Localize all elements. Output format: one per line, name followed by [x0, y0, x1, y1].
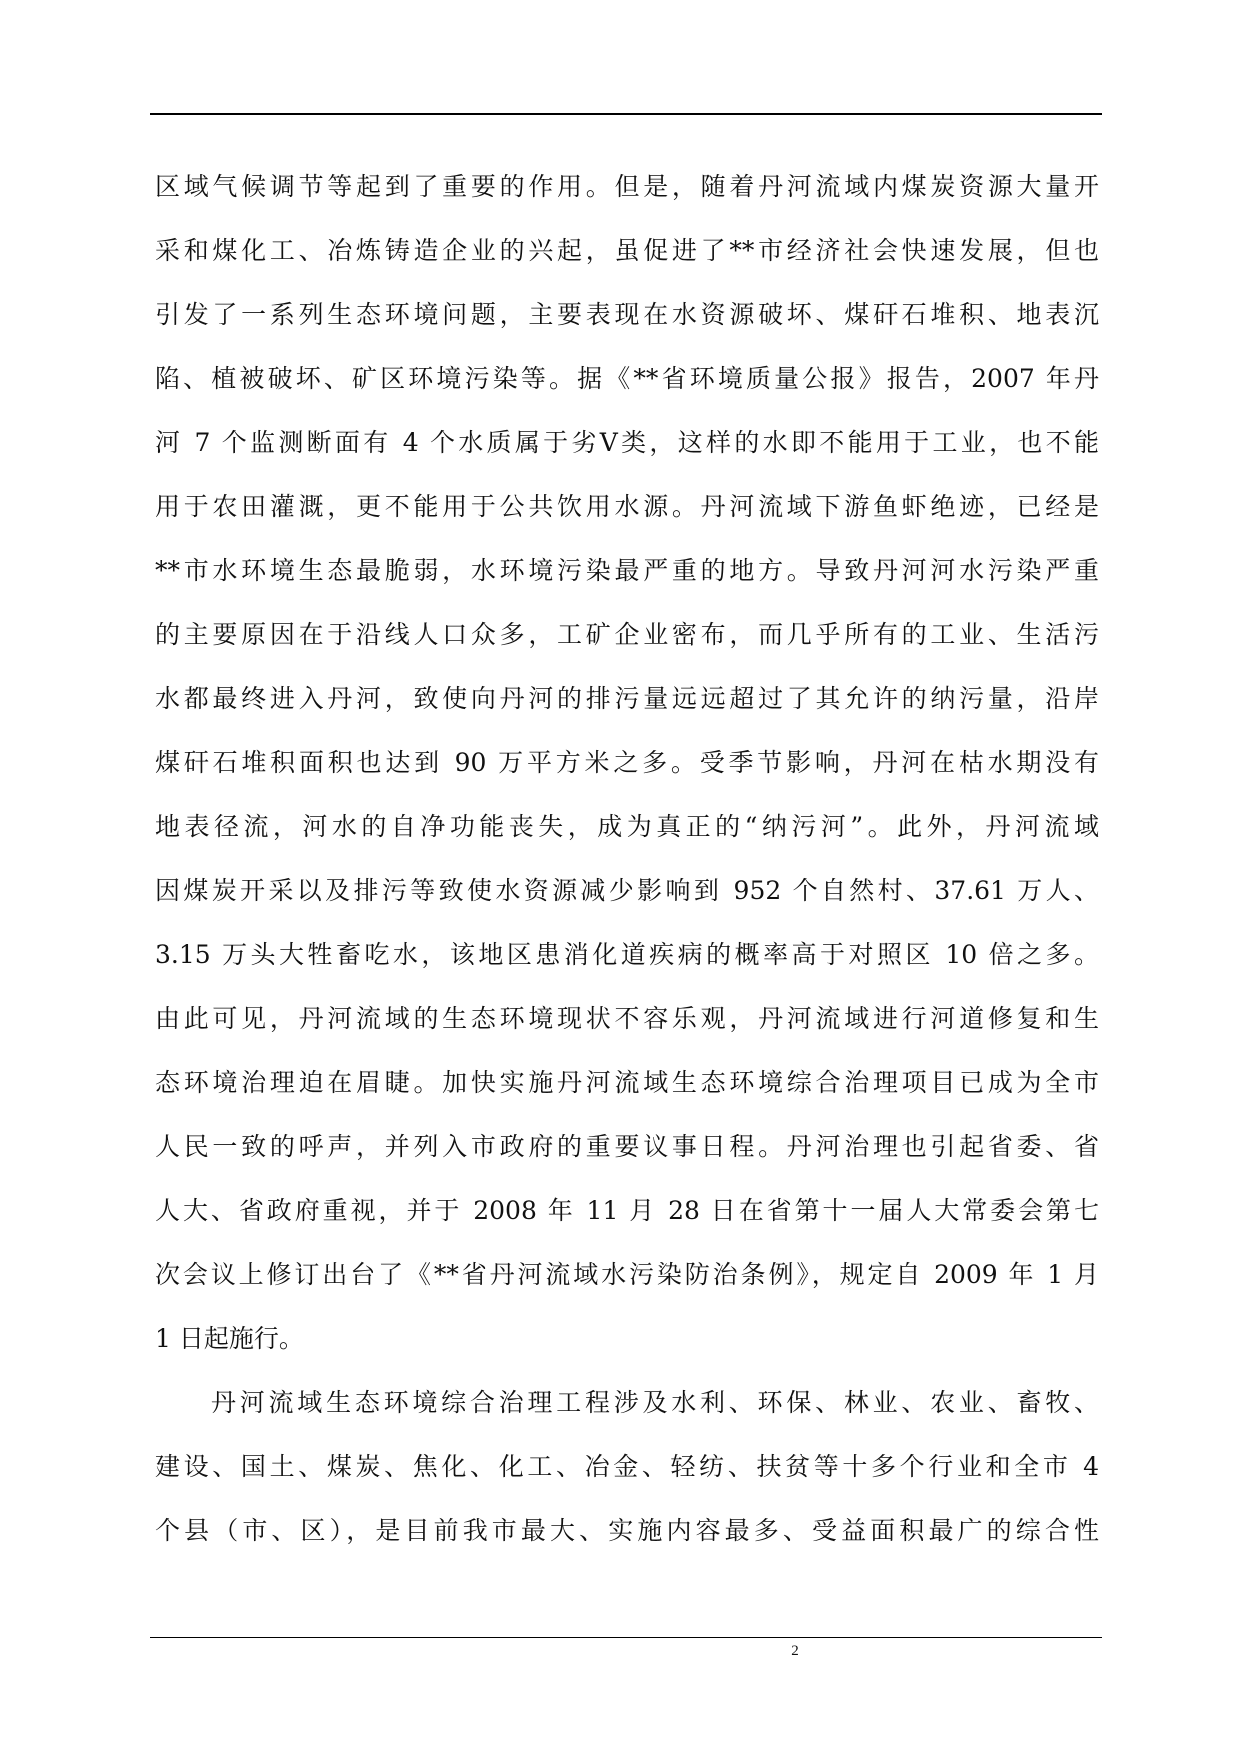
text-line: 人大、省政府重视，并于 2008 年 11 月 28 日在省第十一届人大常委会第七 [155, 1196, 1099, 1225]
text-line: 因煤炭开采以及排污等致使水资源减少影响到 952 个自然村、37.61 万人、 [155, 876, 1099, 905]
body-text [155, 164, 1099, 1572]
text-line: 人民一致的呼声，并列入市政府的重要议事日程。丹河治理也引起省委、省 [155, 1132, 1099, 1161]
text-line: 建设、国土、煤炭、焦化、化工、冶金、轻纺、扶贫等十多个行业和全市 4 [155, 1452, 1099, 1481]
text-line: 由此可见，丹河流域的生态环境现状不容乐观，丹河流域进行河道修复和生 [155, 1004, 1099, 1033]
text-line: 1 日起施行。 [155, 1324, 304, 1353]
text-line: 区域气候调节等起到了重要的作用。但是，随着丹河流域内煤炭资源大量开 [155, 172, 1099, 201]
header-rule [150, 113, 1102, 115]
text-line: 水都最终进入丹河，致使向丹河的排污量远远超过了其允许的纳污量，沿岸 [155, 684, 1099, 713]
text-line: 次会议上修订出台了《**省丹河流域水污染防治条例》，规定自 2009 年 1 月 [155, 1260, 1099, 1289]
text-line: 河 7 个监测断面有 4 个水质属于劣Ⅴ类，这样的水即不能用于工业，也不能 [155, 428, 1099, 457]
text-line: 3.15 万头大牲畜吃水，该地区患消化道疾病的概率高于对照区 10 倍之多。 [155, 940, 1099, 969]
text-line: 丹河流域生态环境综合治理工程涉及水利、环保、林业、农业、畜牧、 [211, 1388, 1099, 1417]
text-line: 个县（市、区），是目前我市最大、实施内容最多、受益面积最广的综合性 [155, 1516, 1099, 1545]
text-line: **市水环境生态最脆弱，水环境污染最严重的地方。导致丹河河水污染严重 [155, 556, 1099, 585]
text-line: 采和煤化工、冶炼铸造企业的兴起，虽促进了**市经济社会快速发展，但也 [155, 236, 1099, 265]
text-line: 陷、植被破坏、矿区环境污染等。据《**省环境质量公报》报告，2007 年丹 [155, 364, 1099, 393]
text-line: 煤矸石堆积面积也达到 90 万平方米之多。受季节影响，丹河在枯水期没有 [155, 748, 1099, 777]
text-line: 引发了一系列生态环境问题，主要表现在水资源破坏、煤矸石堆积、地表沉 [155, 300, 1099, 329]
text-line: 态环境治理迫在眉睫。加快实施丹河流域生态环境综合治理项目已成为全市 [155, 1068, 1099, 1097]
text-line: 地表径流，河水的自净功能丧失，成为真正的“纳污河”。此外，丹河流域 [155, 812, 1099, 841]
text-line: 的主要原因在于沿线人口众多，工矿企业密布，而几乎所有的工业、生活污 [155, 620, 1099, 649]
text-line: 用于农田灌溉，更不能用于公共饮用水源。丹河流域下游鱼虾绝迹，已经是 [155, 492, 1099, 521]
footer-rule [150, 1637, 1102, 1638]
page-number: 2 [791, 1643, 799, 1659]
